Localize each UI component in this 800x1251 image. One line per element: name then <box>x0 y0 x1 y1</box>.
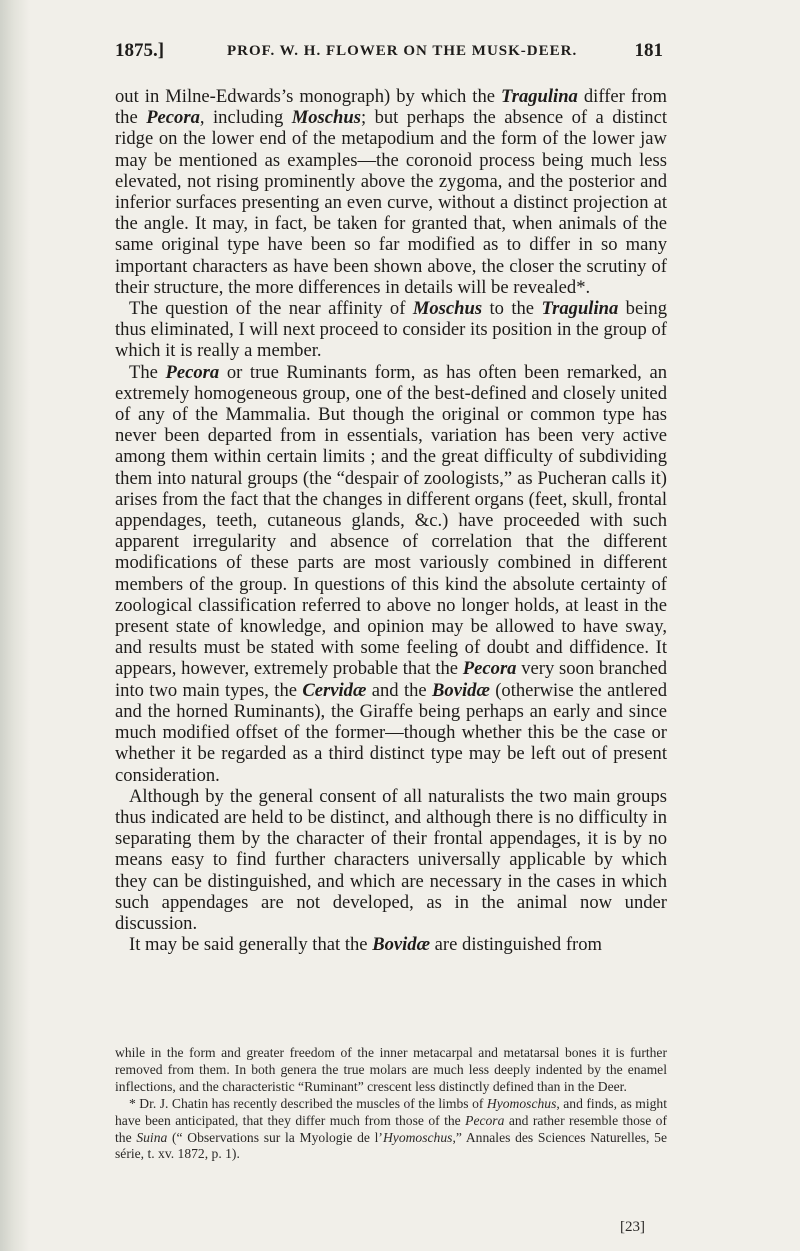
paragraph <box>115 298 667 362</box>
paragraph <box>115 786 667 934</box>
italic-term: Moschus <box>412 298 483 320</box>
italic-term: Pecora <box>146 107 200 129</box>
text-run: Although by the general consent of all naturalists the two main groups thus indicated are held to be distinct, and although there is no difficulty in separating them by the character of their frontal appendages, it is by no means easy to find further characters universally applicable by which they can be distinguished, and which are necessary in the cases in which such appendages are not developed, as in the animal now under discussion. <box>115 785 667 934</box>
italic-term: Suina <box>136 1129 168 1145</box>
italic-term: Moschus <box>291 107 361 129</box>
text-run: while in the form and greater freedom of the inner metacarpal and metatarsal bones it is further removed from them. In both genera the true molars are much less deeply indented by the enamel inflections, and the characteristic “Ruminant” crescent less distinctly defined than in the Deer. <box>115 1045 667 1094</box>
text-run: , including <box>199 107 292 129</box>
text-run: are distinguished from <box>430 934 602 956</box>
text-run: It may be said generally that the <box>129 934 373 956</box>
footnote <box>115 1096 667 1164</box>
text-run: , and finds, as might have been anticipated, that they differ much from those of the <box>115 1095 667 1128</box>
italic-term: Pecora <box>462 658 517 680</box>
italic-term: Bovidæ <box>372 934 431 956</box>
text-run: or true Ruminants form, as has often been remarked, an extremely homogeneous group, one of the best-defined and closely united of any of the Mammalia. But though the original or common type has never been departed from in essentials, variation has been very active among them within certain limits ; and the great difficulty of subdividing them into natural groups (the “despair of zoologists,” as Pucheran calls it) arises from the fact that the changes in different organs (feet, skull, frontal appendages, teeth, cutaneous glands, &c.) have proceeded with such apparent irregularity and absence of correlation that the different modifications of these parts are most variously combined in different members of the group. In questions of this kind the absolute certainty of zoological classification referred to above no longer holds, at least in the present state of knowledge, and opinion may be allowed to have sway, and results must be stated with some feeling of doubt and diffidence. It appears, however, extremely probable that the <box>115 361 667 680</box>
running-header <box>115 40 663 68</box>
signature-mark: [23] <box>620 1219 645 1235</box>
main-text <box>115 86 667 955</box>
italic-term: Cervidæ <box>302 679 367 701</box>
footnotes <box>115 1045 667 1163</box>
paragraph <box>115 86 667 298</box>
header-year: 1875.] <box>115 40 165 61</box>
text-run: being thus eliminated, I will next proceed to consider its position in the group of which it is really a member. <box>115 298 667 362</box>
text-run: The <box>129 361 166 383</box>
italic-term: Pecora <box>165 361 220 383</box>
page-edge-shadow <box>0 0 30 1251</box>
text-run: ,” Annales des Sciences Naturelles, 5e série, t. xv. 1872, p. 1). <box>115 1129 667 1162</box>
italic-term: Tragulina <box>501 86 578 107</box>
text-run: * Dr. J. Chatin has recently described the muscles of the limbs of <box>129 1095 487 1111</box>
paragraph <box>115 934 667 955</box>
text-run: to the <box>482 298 542 320</box>
text-run: and the <box>366 679 433 701</box>
text-run: (otherwise the antlered and the horned Ruminants), the Giraffe being perhaps an early and since much modified offset of the former—though whether this be the case or whether it be regarded as a third distinct type may be left out of present consideration. <box>115 679 667 786</box>
paragraph <box>115 362 667 786</box>
italic-term: Tragulina <box>541 298 619 320</box>
text-run: very soon branched into two main types, the <box>115 658 668 701</box>
text-run: and rather resemble those of the <box>115 1112 667 1145</box>
italic-term: Hyomoschus <box>382 1129 453 1145</box>
text-run: (“ Observations sur la Myologie de l’ <box>167 1129 383 1145</box>
italic-term: Bovidæ <box>432 679 490 701</box>
italic-term: Hyomoschus <box>486 1095 557 1111</box>
text-run: ; but perhaps the absence of a distinct ridge on the lower end of the metapodium and the form of the lower jaw may be mentioned as examples—the coronoid process being much less elevated, not rising prominently above the zygoma, and the posterior and inferior surfaces presenting an even curve, without a distinct projection at the angle. It may, in fact, be taken for granted that, when animals of the same original type have been so far modified as to differ in so many important characters as have been shown above, the closer the scrutiny of their structure, the more differences in details will be revealed*. <box>115 107 667 298</box>
running-title: PROF. W. H. FLOWER ON THE MUSK-DEER. <box>227 43 578 59</box>
text-run: out in Milne-Edwards’s monograph) by which the <box>115 86 502 107</box>
italic-term: Pecora <box>465 1112 505 1128</box>
footnote-continuation <box>115 1045 667 1096</box>
page-number: 181 <box>634 40 663 61</box>
text-run: differ from the <box>115 86 667 129</box>
text-run: The question of the near affinity of <box>129 298 413 320</box>
